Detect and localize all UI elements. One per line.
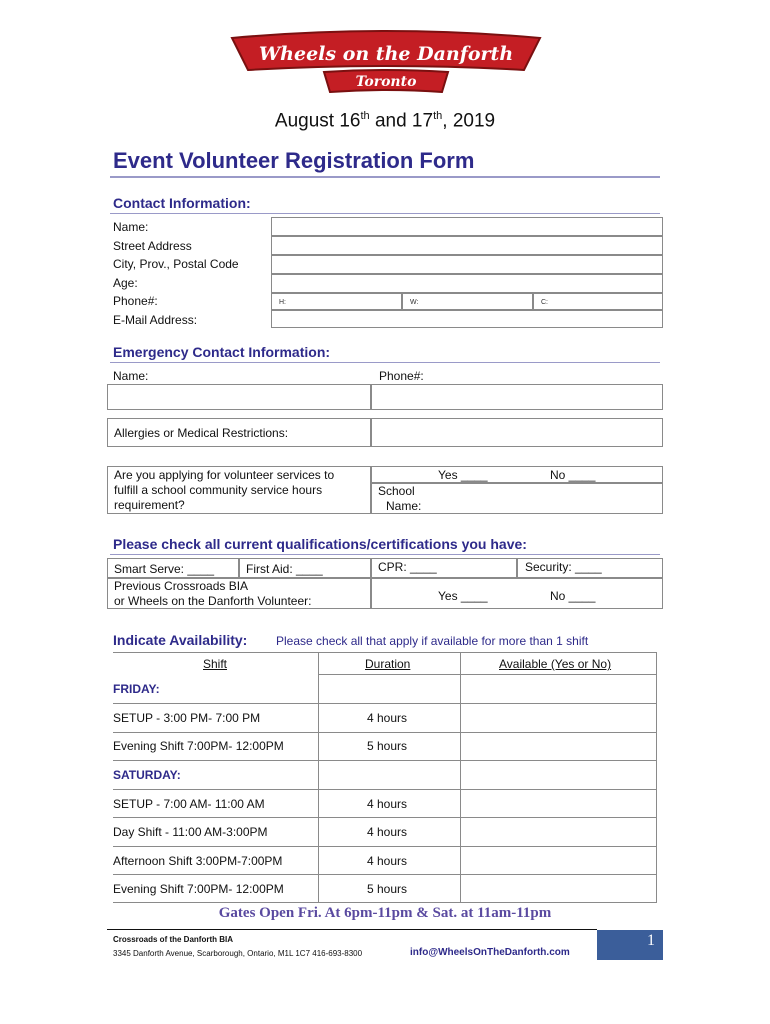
age-field[interactable] bbox=[271, 274, 663, 293]
city-label: City, Prov., Postal Code bbox=[113, 257, 239, 271]
email-label: E-Mail Address: bbox=[113, 312, 198, 327]
phone-home-field[interactable]: H: bbox=[271, 293, 402, 310]
school-yes-option[interactable]: Yes ____ bbox=[438, 468, 488, 482]
emergency-name-field[interactable] bbox=[107, 384, 371, 410]
gates-notice: Gates Open Fri. At 6pm-11pm & Sat. at 11am-11pm bbox=[218, 905, 552, 921]
saturday-available-2[interactable] bbox=[461, 818, 656, 845]
emergency-name-label: Name: bbox=[113, 369, 149, 383]
saturday-duration-1: 4 hours bbox=[367, 797, 408, 811]
col-shift-header: Shift bbox=[203, 657, 228, 671]
availability-note: Please check all that apply if available for more than 1 shift bbox=[276, 634, 589, 648]
event-logo bbox=[228, 28, 544, 100]
availability-heading: Indicate Availability: bbox=[113, 632, 248, 648]
school-yes-no-cell bbox=[371, 466, 663, 483]
street-field[interactable] bbox=[271, 236, 663, 255]
col-available-header: Available (Yes or No) bbox=[499, 657, 612, 671]
previous-no-option[interactable]: No ____ bbox=[550, 589, 596, 603]
emergency-heading: Emergency Contact Information: bbox=[113, 344, 331, 360]
saturday-available-4[interactable] bbox=[461, 875, 656, 902]
friday-available-1[interactable] bbox=[461, 704, 656, 731]
saturday-shift-3: Afternoon Shift 3:00PM-7:00PM bbox=[113, 854, 283, 868]
friday-duration-2: 5 hours bbox=[367, 739, 408, 753]
contact-divider bbox=[110, 213, 660, 214]
previous-volunteer-cell bbox=[107, 578, 371, 609]
school-name-label: School Name: bbox=[378, 484, 422, 513]
saturday-label: SATURDAY: bbox=[113, 768, 181, 782]
previous-volunteer-label: Previous Crossroads BIA or Wheels on the Danforth Volunteer: bbox=[114, 579, 312, 608]
emergency-phone-label: Phone#: bbox=[379, 369, 424, 383]
saturday-duration-3: 4 hours bbox=[367, 854, 408, 868]
security-cell[interactable]: Security: ____ bbox=[517, 558, 663, 578]
saturday-available-1[interactable] bbox=[461, 790, 656, 817]
saturday-shift-2: Day Shift - 11:00 AM-3:00PM bbox=[113, 825, 268, 839]
school-no-option[interactable]: No ____ bbox=[550, 468, 596, 482]
contact-labels bbox=[113, 218, 273, 329]
phone-work-field[interactable]: W: bbox=[402, 293, 533, 310]
quals-heading: Please check all current qualifications/certifications you have: bbox=[113, 536, 527, 552]
school-question: Are you applying for volunteer services to fulfill a school community service hours requirement? bbox=[114, 468, 335, 512]
name-label: Name: bbox=[113, 220, 149, 234]
school-name-field[interactable] bbox=[371, 483, 663, 514]
previous-volunteer-answer bbox=[371, 578, 663, 609]
contact-heading: Contact Information: bbox=[113, 195, 251, 211]
previous-yes-option[interactable]: Yes ____ bbox=[438, 589, 488, 603]
name-field[interactable] bbox=[271, 217, 663, 236]
col-duration-header: Duration bbox=[365, 657, 411, 671]
phone-cell-field[interactable]: C: bbox=[533, 293, 663, 310]
friday-shift-2: Evening Shift 7:00PM- 12:00PM bbox=[113, 739, 284, 753]
emergency-divider bbox=[110, 362, 660, 363]
friday-available-2[interactable] bbox=[461, 733, 656, 760]
allergies-field[interactable] bbox=[371, 418, 663, 447]
cpr-cell[interactable]: CPR: ____ bbox=[371, 558, 517, 578]
street-label: Street Address bbox=[113, 238, 192, 253]
page-number: 1 bbox=[597, 930, 663, 960]
email-field[interactable] bbox=[271, 310, 663, 328]
allergies-label: Allergies or Medical Restrictions: bbox=[114, 426, 289, 440]
logo-line2: Toronto bbox=[355, 74, 417, 90]
allergies-label-cell bbox=[107, 418, 371, 447]
smart-serve-cell[interactable]: Smart Serve: ____ bbox=[107, 558, 239, 578]
footer-rule bbox=[107, 929, 597, 930]
saturday-available-3[interactable] bbox=[461, 847, 656, 874]
event-date: August 16th and 17th, 2019 bbox=[274, 110, 496, 132]
age-label: Age: bbox=[113, 275, 138, 290]
form-title: Event Volunteer Registration Form bbox=[113, 148, 475, 173]
quals-divider bbox=[110, 554, 660, 555]
logo-line1: Wheels on the Danforth bbox=[258, 43, 514, 65]
title-divider bbox=[110, 176, 660, 178]
first-aid-cell[interactable]: First Aid: ____ bbox=[239, 558, 371, 578]
friday-duration-1: 4 hours bbox=[367, 711, 408, 725]
saturday-shift-1: SETUP - 7:00 AM- 11:00 AM bbox=[113, 797, 265, 811]
saturday-shift-4: Evening Shift 7:00PM- 12:00PM bbox=[113, 882, 284, 896]
city-field[interactable] bbox=[271, 255, 663, 274]
saturday-duration-4: 5 hours bbox=[367, 882, 408, 896]
saturday-duration-2: 4 hours bbox=[367, 825, 408, 839]
phone-label: Phone#: bbox=[113, 294, 158, 308]
footer-org: Crossroads of the Danforth BIA bbox=[113, 935, 234, 944]
school-question-cell bbox=[107, 466, 371, 514]
friday-label: FRIDAY: bbox=[113, 682, 160, 696]
footer-email-link[interactable]: info@WheelsOnTheDanforth.com bbox=[410, 947, 570, 958]
footer-address: 3345 Danforth Avenue, Scarborough, Ontario, M1L 1C7 416-693-8300 bbox=[113, 949, 363, 958]
emergency-phone-field[interactable] bbox=[371, 384, 663, 410]
friday-shift-1: SETUP - 3:00 PM- 7:00 PM bbox=[113, 711, 261, 725]
